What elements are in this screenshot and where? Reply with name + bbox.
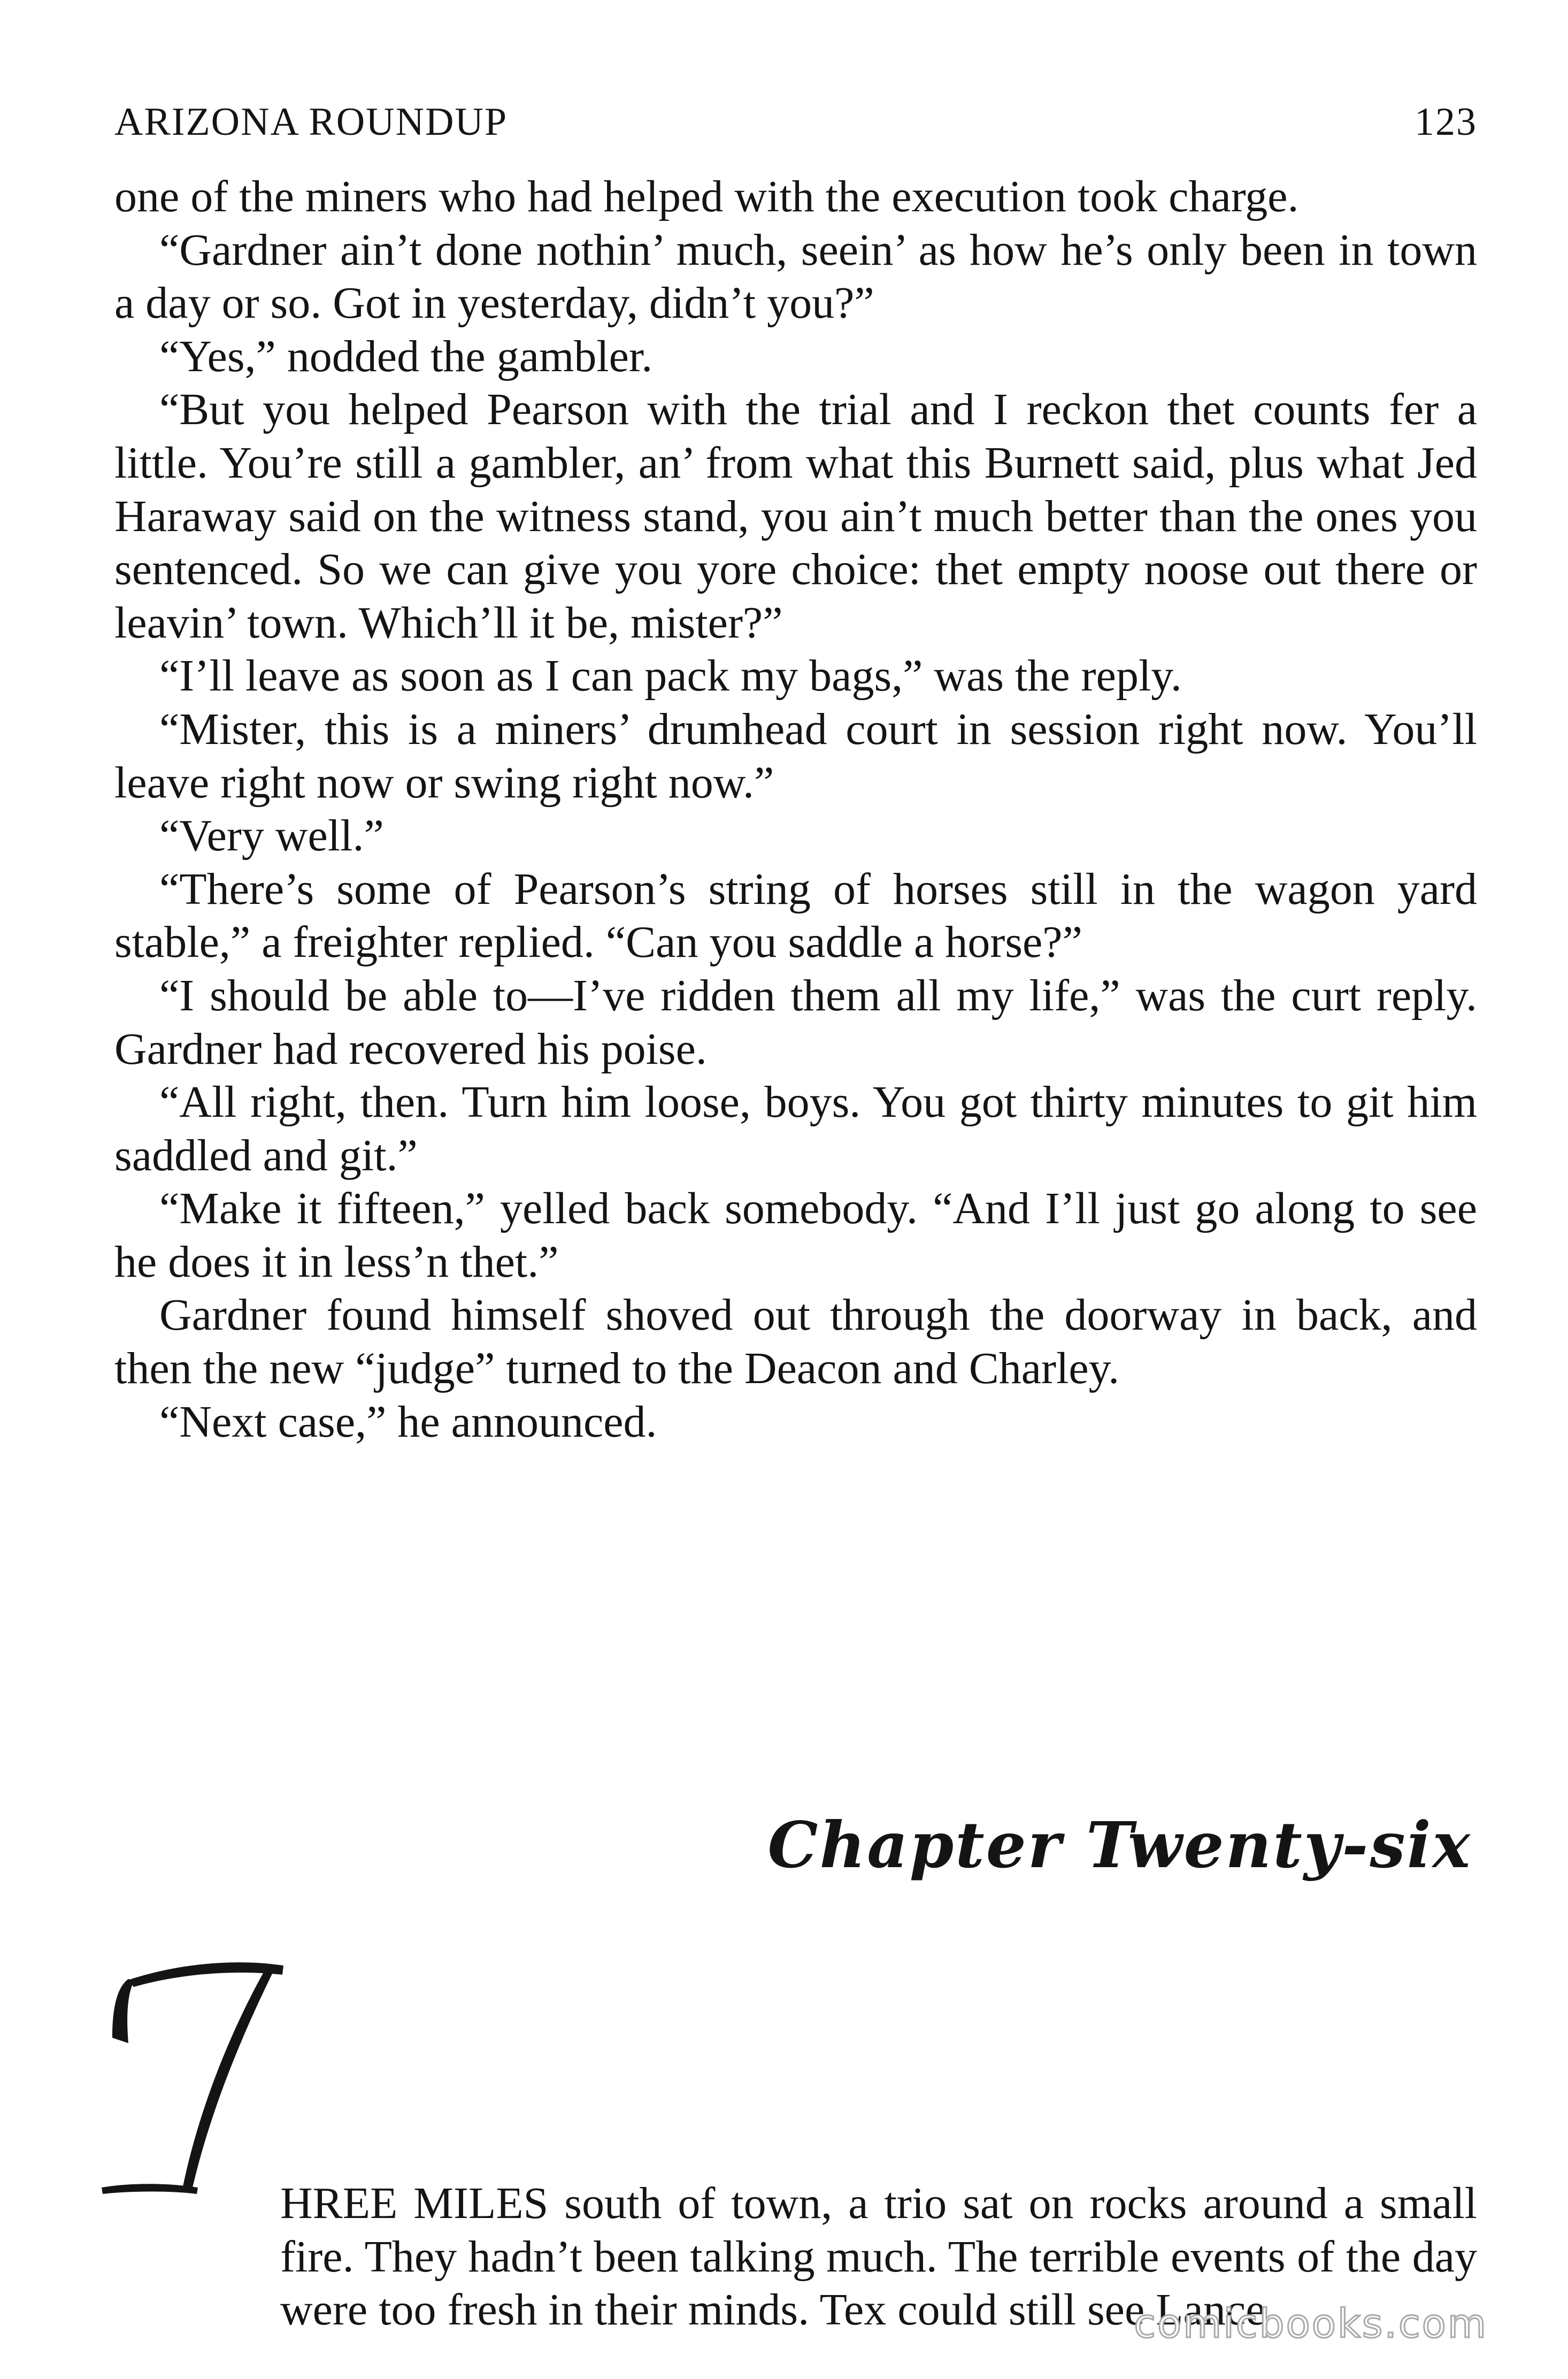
drop-cap-t-glyph [91,1936,369,2214]
chapter-heading: Chapter Twenty-six [767,1808,1472,1882]
paragraph: Gardner found himself shoved out through the doorway in back, and then the new “judge” turned to the Deacon and Charley. [114,1290,1477,1394]
paragraph: “Next case,” he announced. [159,1396,657,1447]
paragraph: “Mister, this is a miners’ drumhead court in session right now. You’ll leave right now or swing right now.” [114,704,1477,808]
watermark: comicbooks.com [1134,2301,1488,2347]
chapter-opening-paragraph: HREE MILES south of town, a trio sat on rocks around a small fire. They hadn’t been talking much. The terrible events of the day were too fresh in their minds. Tex could still see Lance [280,2178,1477,2335]
paragraph: “Yes,” nodded the gambler. [159,331,653,381]
body-text [114,170,1477,1448]
paragraph: “I should be able to—I’ve ridden them all my life,” was the curt reply. Gardner had recovered his poise. [114,970,1477,1074]
paragraph: “I’ll leave as soon as I can pack my bags,” was the reply. [159,651,1182,701]
drop-cap-letter [91,1936,369,2214]
paragraph: “There’s some of Pearson’s string of horses still in the wagon yard stable,” a freighter replied. “Can you saddle a horse?” [114,864,1477,968]
paragraph: “Make it fifteen,” yelled back somebody. “And I’ll just go along to see he does it in less’n thet.” [114,1184,1477,1287]
paragraph: “Very well.” [159,811,384,861]
page-number: 123 [1415,100,1477,144]
paragraph: “But you helped Pearson with the trial and I reckon thet counts fer a little. You’re still a gambler, an’ from what this Burnett said, plus what Jed Haraway said on the witness stand, you ain’t much better than the ones you sentenced. So we can give you yore choice: thet empty noose out there or leavin’ town. Which’ll it be, mister?” [114,385,1477,648]
paragraph: one of the miners who had helped with the execution took charge. [114,172,1299,221]
running-head [114,99,1477,158]
running-title: ARIZONA ROUNDUP [114,100,508,144]
paragraph: “Gardner ain’t done nothin’ much, seein’ as how he’s only been in town a day or so. Got in yesterday, didn’t you?” [114,225,1477,328]
paragraph: “All right, then. Turn him loose, boys. You got thirty minutes to git him saddled and git.” [114,1077,1477,1180]
